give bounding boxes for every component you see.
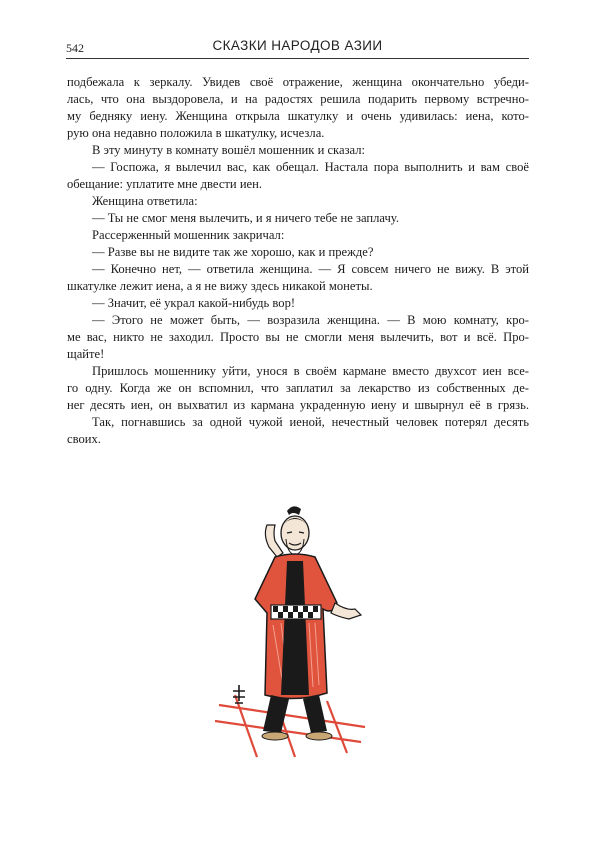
page-number: 542 xyxy=(66,41,84,55)
text-line: Пришлось мошеннику уйти, унося в своём кармане вместо двухсот иен все- xyxy=(92,364,529,378)
running-title: СКАЗКИ НАРОДОВ АЗИИ xyxy=(212,38,383,53)
text-line: щайте! xyxy=(67,347,105,361)
text-line: подбежала к зеркалу. Увидев своё отражение, женщина окончательно убеди- xyxy=(67,75,529,89)
text-line: — Конечно нет, — ответила женщина. — Я совсем ничего не вижу. В этой xyxy=(92,262,529,276)
text-line: Рассерженный мошенник закричал: xyxy=(92,228,285,242)
text-line: В эту минуту в комнату вошёл мошенник и сказал: xyxy=(92,143,366,157)
text-line: нег десять иен, он выхватил из кармана украденную иену и швырнул её в грязь. xyxy=(67,398,529,412)
text-line: — Этого не может быть, — возразила женщина. — В мою комнату, кро- xyxy=(92,313,529,327)
header-divider xyxy=(66,58,529,59)
text-line: го одну. Когда же он вспомнил, что заплатил за лекарство из собственных де- xyxy=(67,381,529,395)
text-line: Так, погнавшись за одной чужой иеной, нечестный человек потерял десять xyxy=(92,415,529,429)
text-line: — Значит, её украл какой-нибудь вор! xyxy=(92,296,296,310)
swindler-illustration xyxy=(215,495,375,760)
text-line: ме вас, никто не заходил. Просто вы не смогли меня вылечить, вот и всё. Про- xyxy=(67,330,529,344)
text-line: Женщина ответила: xyxy=(92,194,198,208)
text-line: рую она недавно положила в шкатулку, исчезла. xyxy=(67,126,325,140)
text-line: — Госпожа, я вылечил вас, как обещал. Настала пора выполнить и вам своё xyxy=(92,160,529,174)
text-line: му бедняку иену. Женщина открыла шкатулку и очень удивилась: иена, кото- xyxy=(67,109,529,123)
text-line: — Ты не смог меня вылечить, и я ничего тебе не заплачу. xyxy=(92,211,399,225)
text-line: своих. xyxy=(67,432,101,446)
swindler-figure xyxy=(215,495,375,760)
text-line: лась, что она выздоровела, и на радостях решила подарить первому встречно- xyxy=(67,92,529,106)
text-line: — Разве вы не видите так же хорошо, как и прежде? xyxy=(92,245,374,259)
text-line: шкатулке лежит иена, а я не вижу здесь никакой монеты. xyxy=(67,279,373,293)
page-header xyxy=(66,37,529,57)
floor-grid xyxy=(215,695,365,757)
text-line: обещание: уплатите мне двести иен. xyxy=(67,177,263,191)
